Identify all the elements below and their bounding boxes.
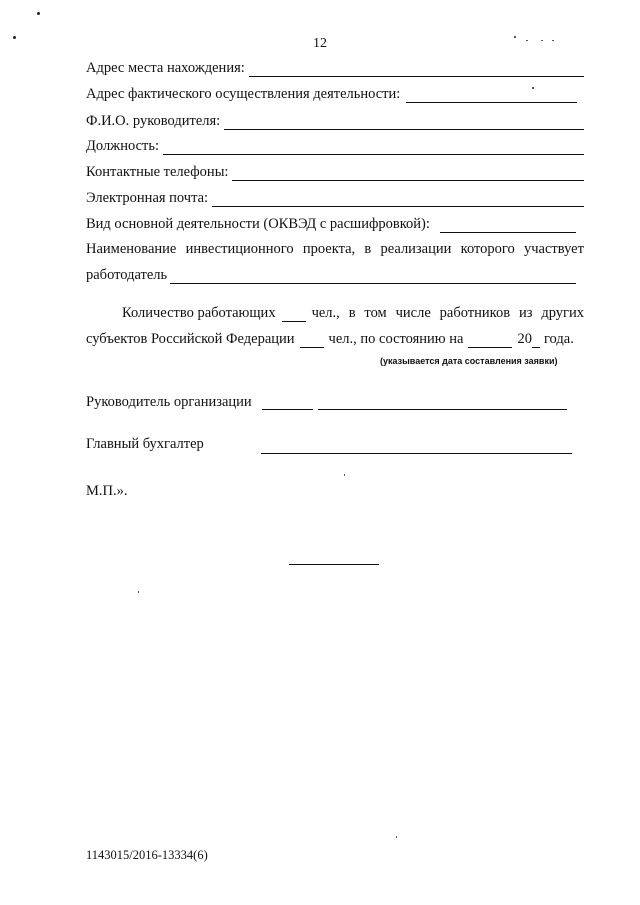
field-row-activity	[86, 216, 584, 233]
year-prefix: 20	[517, 331, 532, 347]
field-label: Вид основной деятельности (ОКВЭД с расшифровкой):	[86, 216, 430, 232]
text: чел., в том числе работников из других	[311, 305, 584, 321]
text: чел., по состоянию на	[328, 331, 464, 347]
head-signature-line[interactable]	[262, 409, 313, 410]
scan-speck	[396, 836, 397, 838]
document-code: 1143015/2016-13334(6)	[86, 848, 208, 862]
field-row-position	[86, 138, 584, 155]
text: года.	[543, 331, 574, 347]
accountant-signature-line[interactable]	[261, 453, 572, 454]
date-note: (указывается дата составления заявки)	[380, 356, 558, 366]
closing-divider	[289, 564, 379, 565]
text: субъектов Российской Федерации	[86, 331, 295, 347]
fill-line[interactable]	[170, 271, 576, 284]
employee-count-line1	[86, 305, 584, 322]
accountant-signature-label: Главный бухгалтер	[86, 436, 204, 452]
fill-line[interactable]	[232, 168, 584, 181]
field-label: Электронная почта:	[86, 190, 209, 206]
blank-date[interactable]	[468, 335, 512, 348]
field-row-address	[86, 60, 584, 77]
blank-year[interactable]	[532, 335, 540, 348]
field-label: Ф.И.О. руководителя:	[86, 113, 221, 129]
fill-line[interactable]	[440, 220, 576, 233]
fill-line[interactable]	[212, 194, 584, 207]
word: проекта,	[302, 241, 356, 257]
word: Наименование	[86, 241, 177, 257]
field-label: Адрес фактического осуществления деятельности:	[86, 86, 401, 102]
head-signature-label: Руководитель организации	[86, 394, 252, 410]
head-name-line[interactable]	[318, 409, 567, 410]
field-row-head-name	[86, 113, 584, 130]
fill-line[interactable]	[249, 64, 584, 77]
page-number: 12	[313, 36, 327, 51]
word: реализации	[380, 241, 452, 257]
scan-speck	[138, 591, 139, 593]
word: в	[364, 241, 372, 257]
fill-line[interactable]	[224, 117, 584, 130]
fill-line[interactable]	[406, 90, 577, 103]
word: которого	[460, 241, 515, 257]
investment-project-line1	[86, 241, 584, 258]
word: инвестиционного	[185, 241, 294, 257]
blank-employee-count[interactable]	[282, 309, 306, 322]
word: участвует	[524, 241, 584, 257]
employee-count-line2	[86, 331, 584, 348]
field-row-email	[86, 190, 584, 207]
investment-project-line2	[86, 267, 584, 284]
field-row-actual-address	[86, 86, 584, 103]
field-label: Адрес места нахождения:	[86, 60, 245, 76]
fill-line[interactable]	[163, 142, 584, 155]
scan-speck	[37, 12, 40, 15]
scan-speck	[344, 474, 345, 476]
blank-other-regions-count[interactable]	[300, 335, 324, 348]
text: Количество работающих	[122, 305, 276, 321]
stamp-label: М.П.».	[86, 483, 128, 499]
field-label: работодатель	[86, 267, 168, 283]
field-label: Контактные телефоны:	[86, 164, 229, 180]
investment-project-block	[86, 241, 584, 284]
field-label: Должность:	[86, 138, 159, 154]
field-row-phones	[86, 164, 584, 181]
employee-count-block	[86, 305, 584, 348]
